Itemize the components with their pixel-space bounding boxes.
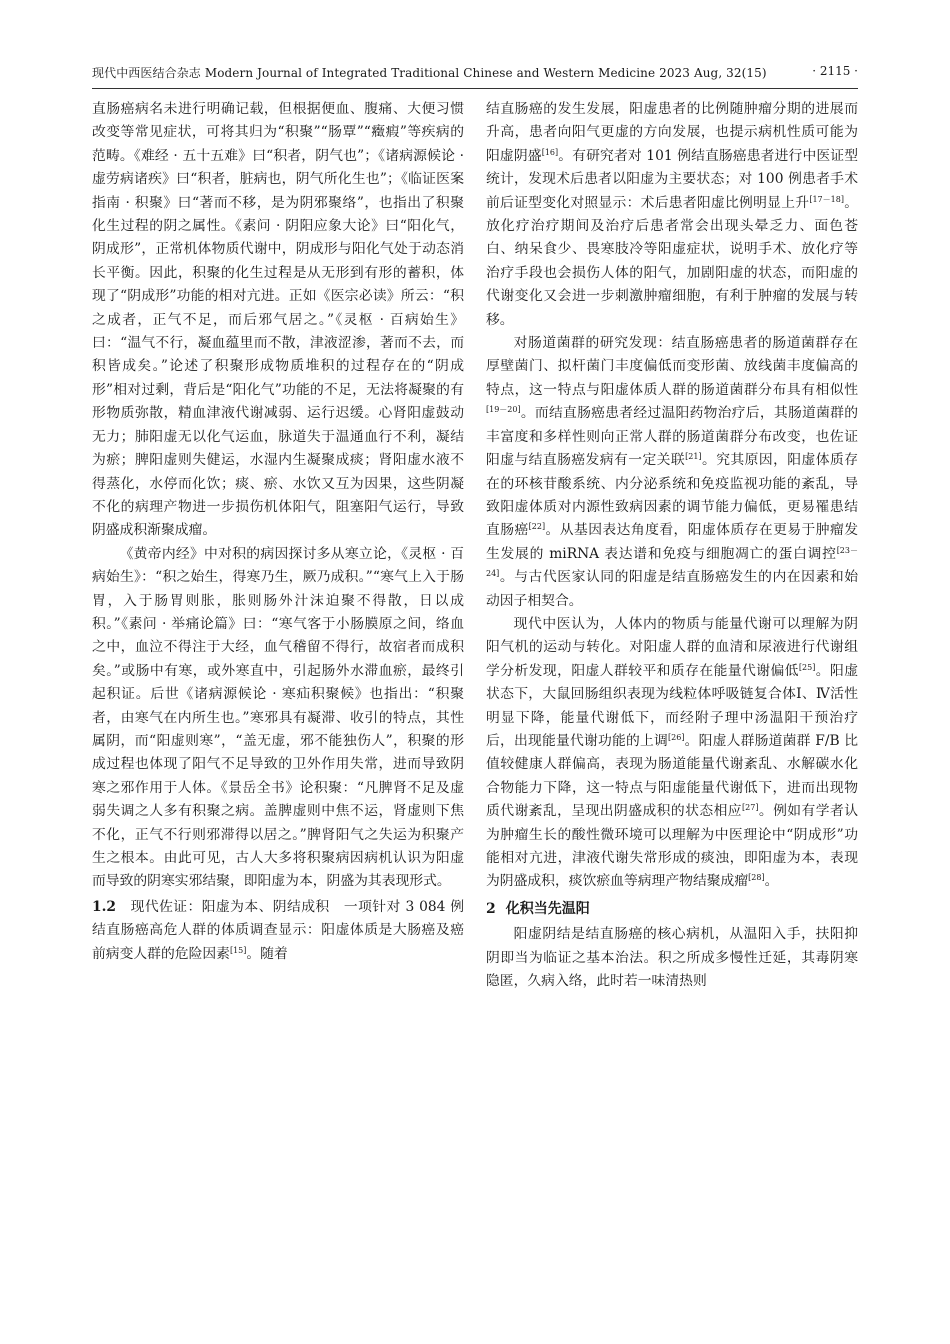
subsection-number: 1.2 (92, 898, 117, 915)
running-header (92, 58, 858, 89)
paragraph: 阳虚阴结是结直肠癌的核心病机，从温阳入手，扶阳抑阴即当为临证之基本治法。积之所成多慢性迁延，其毒阴寒隐匿，久病入络，此时若一味清热则 (486, 926, 858, 990)
section-title: 化积当先温阳 (505, 900, 590, 917)
citation: [28] (748, 873, 765, 883)
text: 。放化疗治疗期间及治疗后患者常会出现头晕乏力、面色苍白、纳呆食少、畏寒肢冷等阳虚症状，说明手术、放化疗等治疗手段也会损伤人体的阳气，加剧阳虚的状态，而阳虚的代谢变化又会进一步刺激肿瘤细胞，有利于肿瘤的发展与转移。 (486, 194, 859, 328)
text: 。阳虚状态下，大鼠回肠组织表现为线粒体呼吸链复合体Ⅰ、Ⅳ活性明显下降，能量代谢低下，而经附子理中汤温阳干预治疗后，出现能量代谢功能的上调 (486, 662, 859, 749)
citation: [19－20] (486, 405, 521, 415)
section-2-heading (486, 898, 858, 921)
text: 。究其原因，阳虚体质存在的环核苷酸系统、内分泌系统和免疫监视功能的紊乱，导致阳虚体质对内源性致病因素的调节能力偏低，更易罹患结直肠癌 (486, 452, 859, 539)
journal-title: 现代中西医结合杂志 Modern Journal of Integrated Traditional Chinese and Western Medicine 2023 Aug, 32(15) (92, 66, 767, 80)
citation: [22] (528, 522, 546, 532)
citation: [15] (229, 945, 247, 955)
paragraph: 《黄帝内经》中对积的病因探讨多从寒立论，《灵枢 · 百病始生》：“积之始生，得寒乃生，厥乃成积。”“寒气上入于肠胃，入于肠胃则胀，胀则肠外汁沫迫聚不得散，日以成积。”《素问 · 举痛论篇》曰：“寒气客于小肠膜原之间，络血之中，血泣不得注于大经，血气稽留不得行，故宿者而成积矣。”或肠中有寒，或外寒直中，引起肠外水滞血瘀，最终引起积证。后世《诸病源候论 · 寒疝积聚候》也指出：“积聚者，由寒气在内所生也。”寒邪具有凝滞、收引的特点，其性属阴，而“阳虚则寒”，“盖无虚，邪不能独伤人”，积聚的形成过程也体现了阳气不足导致的卫外作用失常，进而导致阴寒之邪作用于人体。《景岳全书》论积聚：“凡脾肾不足及虚弱失调之人多有积聚之病。盖脾虚则中焦不运，肾虚则下焦不化，正气不行则邪滞得以居之。”脾肾阳气之失运为积聚产生之根本。由此可见，古人大多将积聚病因病机认识为阳虚而导致的阴寒实邪结聚，即阳虚为本，阴盛为其表现形式。 (92, 545, 464, 890)
text: 。从基因表达角度看，阳虚体质存在更易于肿瘤发生发展的 miRNA 表达谱和免疫与细胞凋亡的蛋白调控 (486, 522, 859, 562)
section-number: 2 (486, 900, 496, 917)
text: 。 (764, 873, 779, 890)
citation: [16] (541, 147, 559, 157)
text: 。而结直肠癌患者经过温阳药物治疗后，其肠道菌群的丰富度和多样性则向正常人群的肠道菌群分布改变，也佐证阳虚与结直肠癌发病有一定关联 (486, 405, 858, 469)
text: 。与古代医家认同的阳虚是结直肠癌发生的内在因素和始动因子相契合。 (486, 569, 858, 609)
right-column (486, 98, 858, 993)
subsection-text: 一项针对 3 084 例结直肠癌高危人群的体质调查显示：阳虚体质是大肠癌及癌前病变人群的危险因素 (92, 898, 465, 962)
text: 。例如有学者认为肿瘤生长的酸性微环境可以理解为中医理论中“阴成形”功能相对亢进，津液代谢失常形成的痰浊，即阳虚为本，表现为阴盛成积，痰饮瘀血等病理产物结聚成瘤 (486, 803, 858, 890)
paragraph: 直肠癌病名未进行明确记载，但根据便血、腹痛、大便习惯改变等常见症状，可将其归为“积聚”“肠覃”“癥瘕”等疾病的范畴。《难经 · 五十五难》曰“积者，阴气也”；《诸病源候论 · 虚劳病诸疾》曰“积者，脏病也，阴气所化生也”；《临证医案指南 · 积聚》曰“著而不移，是为阴邪聚络”，也指出了积聚化生过程的阴之属性。《素问 · 阴阳应象大论》曰“阳化气，阴成形”，正常机体物质代谢中，阴成形与阳化气处于动态消长平衡。因此，积聚的化生过程是从无形到有形的蓄积，体现了“阴成形”功能的相对亢进。正如《医宗必读》所云：“积之成者，正气不足，而后邪气居之。”《灵枢 · 百病始生》曰：“温气不行，凝血蕴里而不散，津液涩渗，著而不去，而积皆成矣。”论述了积聚形成物质堆积的过程存在的“阴成形”相对过剩，背后是“阳化气”功能的不足，无法将凝聚的有形物质弥散，精血津液代谢减弱、运行迟缓。心肾阳虚鼓动无力；肺阳虚无以化气运血，脉道失于温通血行不利，凝结为瘀；脾阳虚则失健运，水湿内生凝聚成痰；肾阳虚水液不得蒸化，水停而化饮；痰、瘀、水饮又互为因果，这些阴凝不化的病理产物进一步损伤机体阳气，阻塞阳气运行，导致阴盛成积渐聚成瘤。 (92, 101, 464, 539)
citation: [23－24] (486, 545, 858, 579)
citation: [26] (668, 732, 685, 742)
text: 现代中医认为，人体内的物质与能量代谢可以理解为阴阳气机的运动与转化。对阳虚人群的血清和尿液进行代谢组学分析发现，阳虚人群较平和质存在能量代谢偏低 (486, 615, 858, 679)
citation: [21] (685, 452, 702, 462)
subsection-title: 现代佐证：阳虚为本、阴结成积 (130, 898, 330, 915)
paragraph (486, 613, 858, 894)
text: 结直肠癌的发生发展，阳虚患者的比例随肿瘤分期的进展而升高，患者向阳气更虚的方向发展，也提示病机性质可能为阳虚阴盛 (486, 101, 858, 164)
subsection-text-tail: 。随着 (246, 945, 288, 962)
left-column (92, 98, 464, 966)
text: 。阳虚人群肠道菌群 F/B 比值较健康人群偏高，表现为肠道能量代谢紊乱、水解碳水化合物能力下降，这一特点与阳虚能量代谢低下，进而出现物质代谢紊乱，呈现出阴盛成积的状态相应 (486, 732, 858, 820)
paragraph (486, 98, 858, 332)
page-number: · 2115 · (812, 64, 858, 78)
text: 。有研究者对 101 例结直肠癌患者进行中医证型统计，发现术后患者以阳虚为主要状态；对 100 例患者手术前后证型变化对照显示：术后患者阳虚比例明显上升 (486, 147, 859, 211)
citation: [27] (742, 803, 759, 813)
citation: [25] (798, 662, 816, 672)
subsection-1-2 (92, 896, 464, 966)
text: 对肠道菌群的研究发现：结直肠癌患者的肠道菌群存在厚壁菌门、拟杆菌门丰度偏低而变形菌、放线菌丰度偏高的特点，这一特点与阳虚体质人群的肠道菌群分布具有相似性 (486, 335, 858, 398)
citation: [17－18] (809, 194, 844, 204)
paragraph (486, 332, 858, 613)
